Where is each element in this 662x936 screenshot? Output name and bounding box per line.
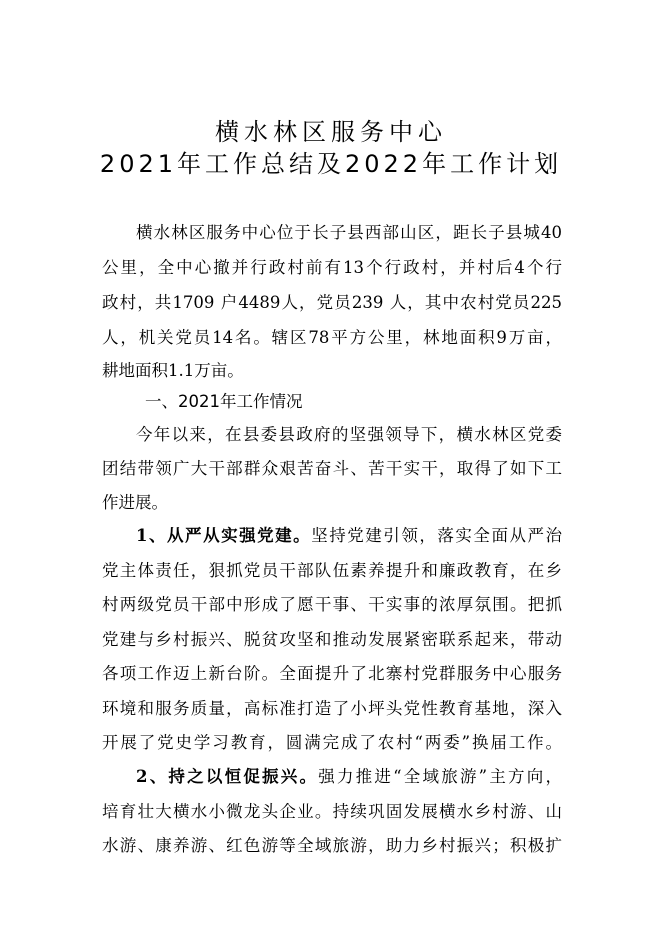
item-2-line-2: 培育壮大横水小微龙头企业。持续巩固发展横水乡村游、山	[102, 802, 562, 821]
document-title-line-2: 2021年工作总结及2022年工作计划	[99, 150, 563, 178]
section-1-heading: 一、2021年工作情况	[145, 392, 303, 411]
intro-line-2: 公里，全中心撤并行政村前有13个行政村，并村后4个行	[102, 258, 562, 277]
item-2-first-line	[136, 766, 562, 788]
item-1-first-line	[136, 525, 562, 547]
section-1-intro-line-3: 作进展。	[102, 493, 168, 512]
item-1-line-6: 环境和服务质量，高标准打造了小坪头党性教育基地，深入	[102, 699, 562, 718]
item-2-title: 2、持之以恒促振兴。	[136, 767, 319, 786]
item-2-first-line-text: 强力推进“全域旅游”主方向，	[318, 767, 562, 786]
intro-line-4: 人，机关党员14名。辖区78平方公里，林地面积9万亩，	[102, 328, 562, 347]
item-1-line-5: 各项工作迈上新台阶。全面提升了北寨村党群服务中心服务	[102, 664, 562, 683]
item-1-line-2: 党主体责任，狠抓党员干部队伍素养提升和廉政教育，在乡	[102, 561, 562, 580]
intro-line-1: 横水林区服务中心位于长子县西部山区，距长子县城40	[136, 223, 562, 242]
item-1-first-line-text: 坚持党建引领，落实全面从严治	[311, 526, 563, 545]
section-1-intro-line-2: 团结带领广大干部群众艰苦奋斗、苦干实干，取得了如下工	[102, 459, 562, 478]
item-1-line-3: 村两级党员干部中形成了愿干事、干实事的浓厚氛围。把抓	[102, 595, 562, 614]
intro-line-5: 耕地面积1.1万亩。	[102, 361, 244, 380]
document-title-line-1: 横水林区服务中心	[215, 118, 447, 146]
item-1-line-4: 党建与乡村振兴、脱贫攻坚和推动发展紧密联系起来，带动	[102, 630, 562, 649]
item-2-line-3: 水游、康养游、红色游等全域旅游，助力乡村振兴；积极扩	[102, 836, 562, 855]
item-1-title: 1、从严从实强党建。	[136, 526, 312, 545]
section-1-intro-line-1: 今年以来，在县委县政府的坚强领导下，横水林区党委	[136, 425, 562, 444]
intro-line-3: 政村，共1709 户4489人，党员239 人，其中农村党员225	[102, 293, 562, 312]
item-1-line-7: 开展了党史学习教育，圆满完成了农村“两委”换届工作。	[102, 733, 562, 752]
